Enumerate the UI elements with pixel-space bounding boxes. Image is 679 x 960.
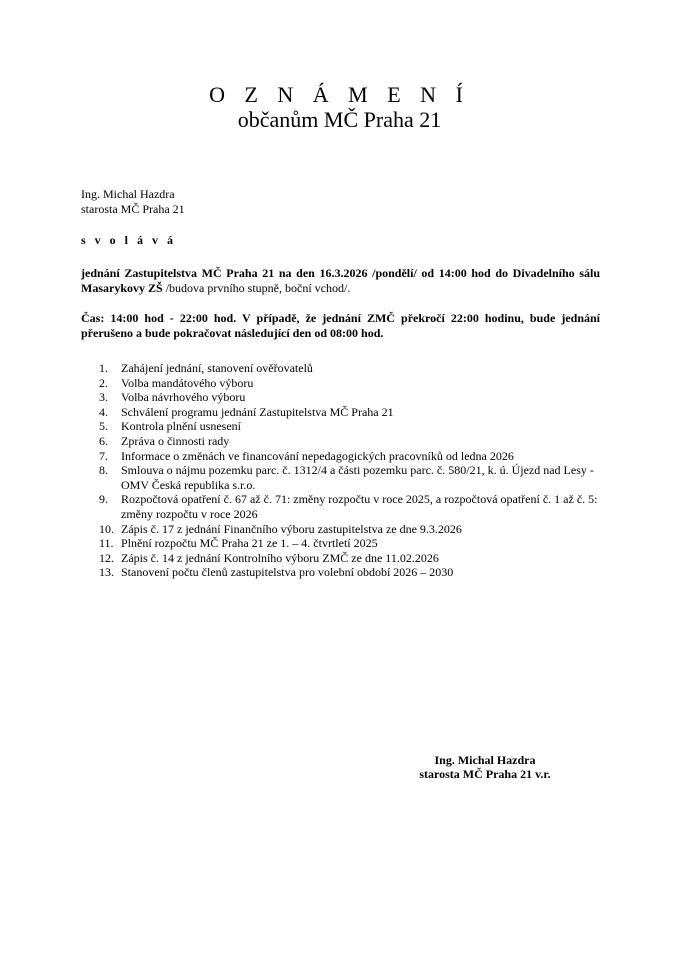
- signature-block: [390, 753, 580, 781]
- agenda-item: [99, 419, 601, 434]
- agenda-item-number: 3.: [99, 390, 108, 405]
- agenda-item-text: Zápis č. 14 z jednání Kontrolního výboru ZMČ ze dne 11.02.2026: [121, 550, 439, 565]
- agenda-item-text: Zahájení jednání, stanovení ověřovatelů: [121, 361, 313, 375]
- agenda-item: [99, 565, 601, 580]
- agenda-item: [99, 390, 601, 405]
- agenda-item: [99, 449, 601, 464]
- agenda-item-text: Zápis č. 17 z jednání Finančního výboru zastupitelstva ze dne 9.3.2026: [121, 521, 462, 536]
- agenda-item-text: Kontrola plnění usnesení: [121, 419, 241, 434]
- agenda-item-text: Informace o změnách ve financování nepedagogických pracovníků od ledna 2026: [121, 448, 514, 463]
- agenda-item: [99, 361, 601, 376]
- agenda-item-number: 12.: [99, 550, 114, 565]
- signature-name: Ing. Michal Hazdra: [434, 753, 536, 767]
- agenda-item: [99, 536, 601, 551]
- agenda-item: [99, 492, 601, 521]
- agenda-item-number: 7.: [99, 448, 108, 463]
- meeting-details: jednání Zastupitelstva MČ Praha 21 na den 16.3.2026 /pondělí/ od 14:00 hod do Divadelního sálu Masarykovy ZŠ: [81, 266, 600, 295]
- agenda-item-number: 13.: [99, 565, 114, 580]
- author-role: starosta MČ Praha 21: [81, 201, 185, 216]
- agenda-item: [99, 376, 601, 391]
- agenda-item-text: Rozpočtová opatření č. 67 až č. 71: změny rozpočtu v roce 2025, a rozpočtová opatření č. 1 až č. 5: změny rozpočtu v roce 2026: [121, 492, 598, 521]
- agenda-item: [99, 434, 601, 449]
- agenda-item-number: 2.: [99, 375, 108, 390]
- agenda-item-number: 4.: [99, 404, 108, 419]
- author-name: Ing. Michal Hazdra: [81, 187, 175, 201]
- agenda-item-number: 10.: [99, 521, 114, 536]
- author-block: [81, 187, 185, 216]
- agenda-item-text: Plnění rozpočtu MČ Praha 21 ze 1. – 4. čtvrtletí 2025: [121, 536, 378, 551]
- agenda-item-number: 6.: [99, 433, 108, 448]
- convenes-heading: s v o l á v á: [81, 233, 177, 247]
- time-note: Čas: 14:00 hod - 22:00 hod. V případě, že jednání ZMČ překročí 22:00 hodinu, bude jednání přerušeno a bude pokračovat následující den od 08:00 hod.: [81, 311, 600, 340]
- agenda-item-number: 5.: [99, 419, 108, 434]
- agenda-item: [99, 522, 601, 537]
- meeting-location-note: /budova prvního stupně, boční vchod/.: [162, 281, 351, 295]
- document-subtitle: občanům MČ Praha 21: [237, 107, 442, 132]
- agenda-item-number: 9.: [99, 492, 108, 507]
- agenda-item-number: 1.: [99, 361, 108, 375]
- agenda-list: [99, 361, 601, 580]
- agenda-item: [99, 405, 601, 420]
- agenda-item-number: 11.: [99, 536, 114, 551]
- agenda-item-number: 8.: [99, 463, 108, 478]
- agenda-item-text: Schválení programu jednání Zastupitelstva MČ Praha 21: [121, 404, 394, 419]
- agenda-item-text: Volba návrhového výboru: [121, 390, 246, 405]
- agenda-item: [99, 463, 601, 492]
- agenda-item-text: Stanovení počtu členů zastupitelstva pro volební období 2026 – 2030: [121, 565, 454, 580]
- agenda-item-text: Volba mandátového výboru: [121, 375, 254, 390]
- agenda-item-text: Zpráva o činnosti rady: [121, 433, 230, 448]
- signature-role: starosta MČ Praha 21 v.r.: [419, 767, 551, 781]
- meeting-paragraph: [81, 266, 600, 296]
- agenda-item: [99, 551, 601, 566]
- document-title: O Z N Á M E N Í: [209, 82, 470, 107]
- agenda-item-text: Smlouva o nájmu pozemku parc. č. 1312/4 a části pozemku parc. č. 580/21, k. ú. Újezd nad Lesy - OMV Česká republika s.r.o.: [121, 463, 594, 492]
